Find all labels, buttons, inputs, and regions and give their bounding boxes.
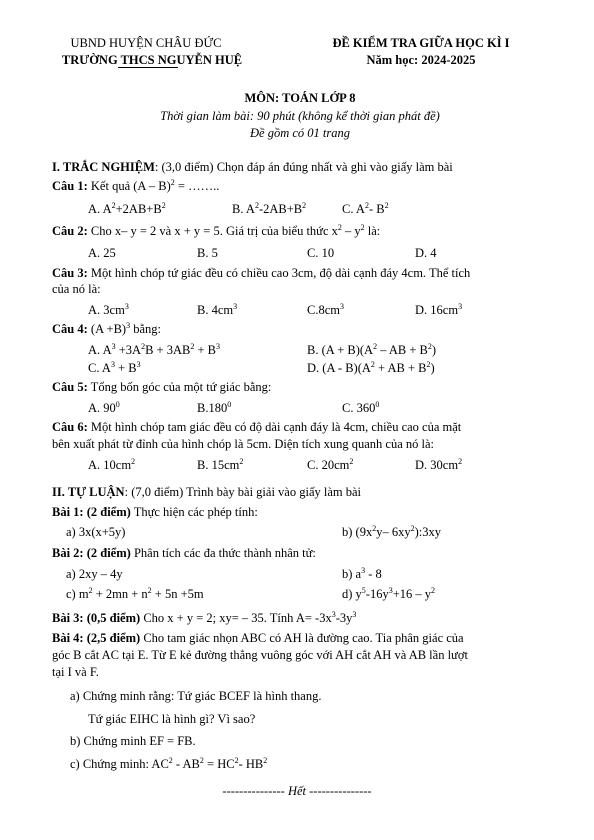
b4-text-3: tại I và F. (52, 665, 99, 679)
q1-option-c: C. $A^2-$ $B^2$ (342, 201, 389, 216)
q3-text-2: của nó là: (52, 282, 101, 296)
b4-part-b: b) Chứng minh EF = FB. (70, 734, 196, 748)
b4-part-a-1: a) Chứng minh rằng: Tứ giác BCEF là hình thang. (70, 689, 322, 703)
q3-option-c: $C.8cm^3$ (307, 302, 344, 317)
q2-option-b: B. 5 (197, 246, 218, 260)
q4-option-c: C. $A^3 + B^3$ (88, 360, 141, 375)
part2-heading: II. TỰ LUẬN: (7,0 điểm) Trình bày bài giải vào giấy làm bài (52, 485, 362, 499)
q1-option-b: B. $A^2-2AB+B^2$ (232, 201, 307, 216)
header-underline (118, 67, 178, 68)
b4-part-c: c) Chứng minh: $AC^2 - AB^2 = HC^2-$ $HB^2$ (70, 756, 268, 771)
part1-heading: I. TRẮC NGHIỆM: (3,0 điểm) Chọn đáp án đúng nhất và ghi vào giấy làm bài (52, 160, 453, 174)
q5-option-c: C. $360^0$ (342, 400, 380, 415)
q3-option-a: A. $3cm^3$ (88, 302, 129, 317)
q4-option-d: D. $(A - B)(A^2$ + AB + $B^2$) (307, 360, 435, 375)
header-right-1: ĐỀ KIỂM TRA GIỮA HỌC KÌ I (332, 36, 510, 50)
b2-text: Bài 2: (2 điểm) Phân tích các đa thức thành nhân tử: (52, 546, 316, 560)
b4-text-2: góc B cắt AC tại E. Từ E kẻ đường thẳng vuông góc với AH cắt AH và AB lần lượt (52, 648, 468, 662)
q6-option-a: A. $10cm^2$ (88, 457, 136, 472)
subject-title: MÔN: TOÁN LỚP 8 (244, 91, 356, 105)
b2-part-d: d) $y^5-16y^3+16 - y^2$ (342, 586, 436, 601)
q5-option-b: B.180$^0$ (197, 400, 232, 415)
header-right-2: Năm học: 2024-2025 (366, 53, 476, 67)
b2-part-a: a) 2xy – 4y (66, 567, 123, 581)
q4-option-a: A. $A^3 +3A^2B + 3AB^2 + B^3$ (88, 342, 220, 357)
q3-option-d: D. $16cm^3$ (415, 302, 463, 317)
q1-option-a: A. $A^2+2AB+B^2$ (88, 201, 166, 216)
q4-option-b: B. $(A + B)(A^2$ – AB + $B^2$) (307, 342, 437, 357)
q5-option-a: A. $90^0$ (88, 400, 120, 415)
b4-part-a-2: Tứ giác EIHC là hình gì? Vì sao? (88, 712, 256, 726)
q6-text-1: Câu 6: Một hình chóp tam giác đều có độ dài cạnh đáy là 4cm, chiều cao của mặt (52, 420, 462, 434)
q6-option-b: B. $15cm^2$ (197, 457, 244, 472)
b2-part-c: c) $m^2 + 2mn + n^2 + 5n +5m$ (66, 586, 204, 601)
q2-option-d: D. 4 (415, 246, 437, 260)
q4-text: Câu 4: $(A +B)^3$ bằng: (52, 321, 161, 336)
q6-option-c: C. $20cm^2$ (307, 457, 354, 472)
header-left-1: UBND HUYỆN CHÂU ĐỨC (70, 36, 222, 50)
b1-part-b: b) ($9x^2y-$ $6xy^2):3xy$ (342, 524, 441, 539)
q3-text-1: Câu 3: Một hình chóp tứ giác đều có chiều cao 3cm, độ dài cạnh đáy 4cm. Thể tích (52, 266, 471, 280)
pages-note: Đề gồm có 01 trang (250, 126, 350, 140)
b1-text: Bài 1: (2 điểm) Thực hiện các phép tính: (52, 505, 258, 519)
q2-option-c: C. 10 (307, 246, 335, 260)
b1-part-a: a) 3x(x+5y) (66, 525, 126, 539)
end-marker: --------------- Hết --------------- (222, 784, 372, 798)
b4-text-1: Bài 4: (2,5 điểm) Cho tam giác nhọn ABC có AH là đường cao. Tia phân giác của (52, 631, 464, 645)
q5-text: Câu 5: Tổng bốn góc của một tứ giác bằng: (52, 380, 272, 394)
q1-text: Câu 1: Kết quả (A – B)$^2$ = …….. (52, 178, 220, 193)
q6-option-d: D. $30cm^2$ (415, 457, 463, 472)
time-note: Thời gian làm bài: 90 phút (không kể thời gian phát đề) (160, 109, 440, 123)
b2-part-b: b) $a^3 - 8$ (342, 566, 382, 581)
q6-text-2: bên xuất phát từ đỉnh của hình chóp là 5cm. Diện tích xung quanh của nó là: (52, 437, 435, 451)
q2-option-a: A. 25 (88, 246, 116, 260)
q2-text: Câu 2: Cho x– y = 2 và x + y = 5. Giá trị của biểu thức $x^2 - y^2$ là: (52, 223, 381, 238)
q3-option-b: B. $4cm^3$ (197, 302, 238, 317)
b3-text: Bài 3: (0,5 điểm) Cho x + y = 2; xy= – 35. Tính $A= -3x^3-3y^3$ (52, 610, 357, 625)
header-left-2: TRƯỜNG THCS NGUYỄN HUỆ (61, 53, 243, 67)
